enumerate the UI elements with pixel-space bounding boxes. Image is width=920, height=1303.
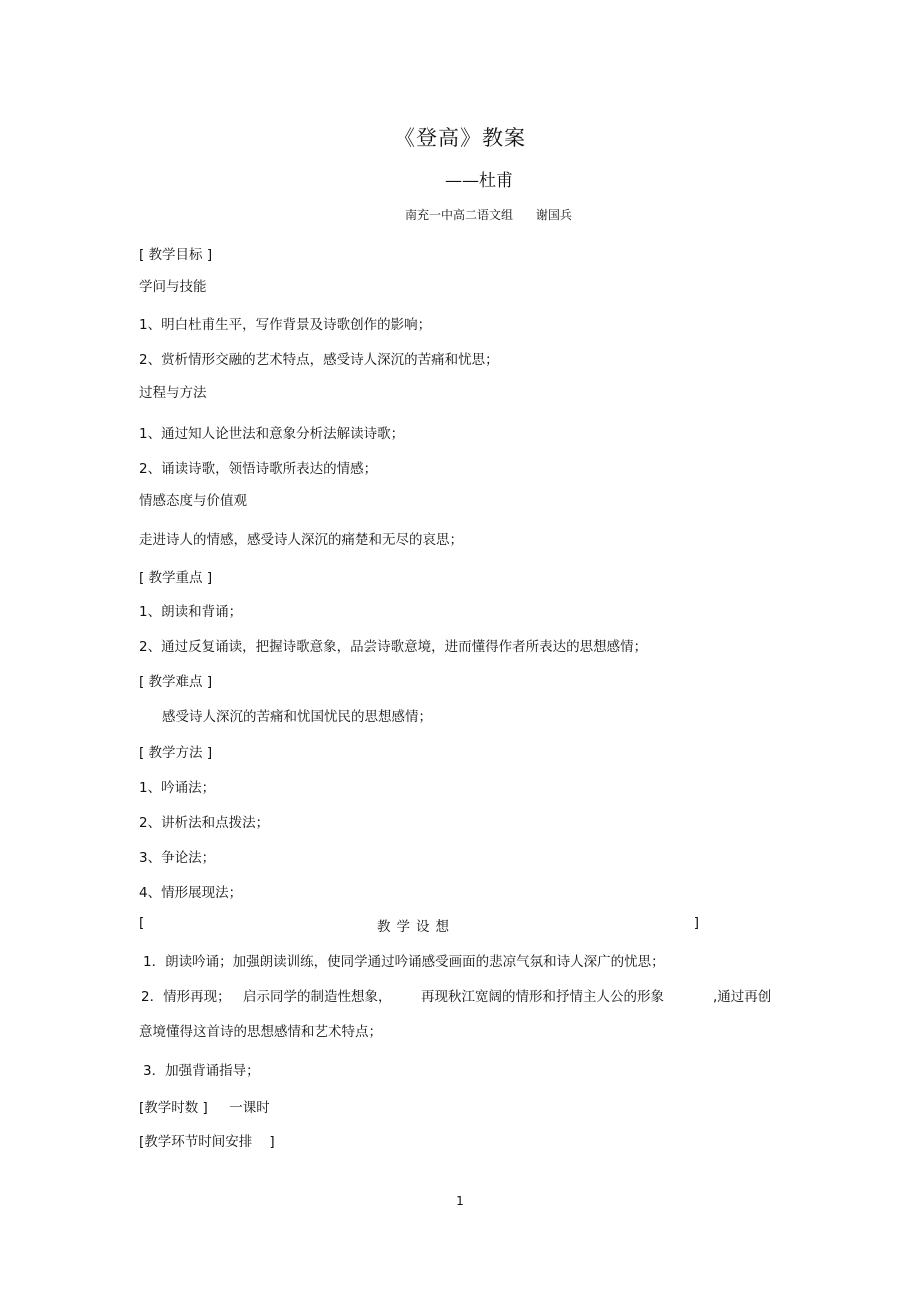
difficulties-item-1: 感受诗人深沉的苦痛和忧国忧民的思想感情； <box>162 709 432 725</box>
knowledge-item-2: 2、赏析情形交融的艺术特点，感受诗人深沉的苦痛和忧思； <box>139 352 499 368</box>
design-item-2-continued: 意境懂得这首诗的思想感情和艺术特点； <box>139 1024 382 1040</box>
design-heading-text: 教学设想 <box>377 919 455 935</box>
design-item-2-part-4: ,通过再创 <box>713 989 772 1005</box>
process-item-1: 1、通过知人论世法和意象分析法解读诗歌； <box>139 426 405 442</box>
methods-item-2: 2、讲析法和点拨法； <box>139 815 270 831</box>
design-item-1: 1．朗读吟诵；加强朗读训练，使同学通过吟诵感受画面的悲凉气氛和诗人深广的忧思； <box>143 954 665 970</box>
objectives-heading: [ 教学目标 ] <box>139 247 213 263</box>
process-item-2: 2、诵读诗歌，领悟诗歌所表达的情感； <box>139 461 378 477</box>
methods-item-1: 1、吟诵法； <box>139 780 216 796</box>
difficulties-heading: [ 教学难点 ] <box>139 674 213 690</box>
design-item-2-line <box>141 985 777 1005</box>
key-points-heading: [ 教学重点 ] <box>139 570 213 586</box>
page-number: 1 <box>456 1194 464 1208</box>
process-heading: 过程与方法 <box>139 385 207 401</box>
methods-heading: [ 教学方法 ] <box>139 745 213 761</box>
design-bracket-left: [ <box>139 915 145 931</box>
author-line: 南充一中高二语文组 谢国兵 <box>405 208 572 222</box>
knowledge-item-1: 1、明白杜甫生平，写作背景及诗歌创作的影响； <box>139 317 432 333</box>
design-bracket-right: ] <box>693 915 699 931</box>
values-heading: 情感态度与价值观 <box>139 493 247 509</box>
methods-item-3: 3、争论法； <box>139 850 216 866</box>
teaching-hours: [教学时数 ] 一课时 <box>139 1100 270 1116</box>
key-points-item-1: 1、朗读和背诵； <box>139 604 243 620</box>
design-item-2-part-1: 2．情形再现； <box>141 989 231 1005</box>
methods-item-4: 4、情形展现法； <box>139 885 243 901</box>
values-item-1: 走进诗人的情感，感受诗人深沉的痛楚和无尽的哀思； <box>139 532 463 548</box>
design-item-2-part-2: 启示同学的制造性想象， <box>243 989 392 1005</box>
key-points-item-2: 2、通过反复诵读，把握诗歌意象，品尝诗歌意境，进而懂得作者所表达的思想感情； <box>139 639 648 655</box>
document-title: 《登高》教案 <box>394 126 526 150</box>
design-heading <box>139 915 699 935</box>
design-item-3: 3．加强背诵指导； <box>143 1063 260 1079</box>
schedule-arrangement: [教学环节时间安排 ] <box>139 1134 275 1150</box>
design-item-2-part-3: 再现秋江宽阔的情形和抒情主人公的形象 <box>421 989 664 1005</box>
knowledge-heading: 学问与技能 <box>139 279 207 295</box>
document-subtitle: ——杜甫 <box>445 171 513 191</box>
